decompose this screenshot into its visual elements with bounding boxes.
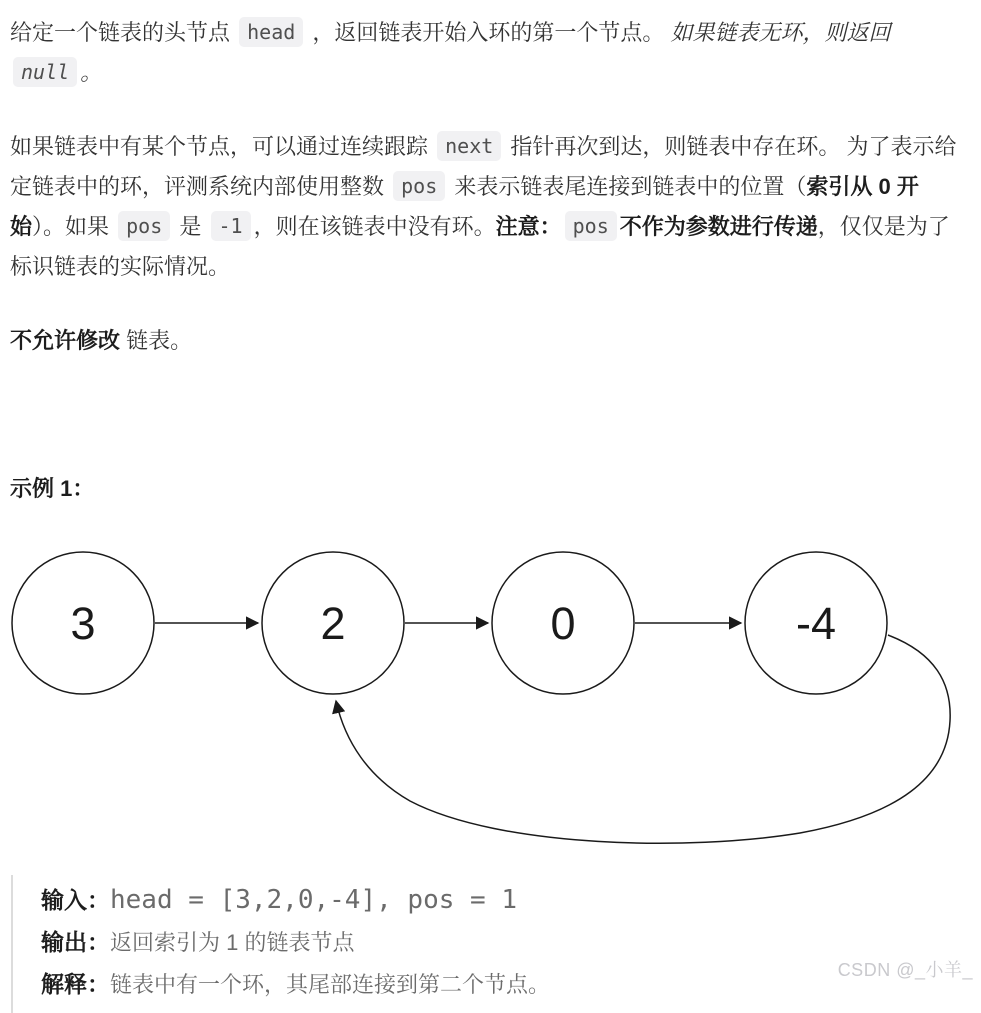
node-value: 3 xyxy=(70,598,96,649)
example-output-line xyxy=(41,923,957,965)
inline-code-head: head xyxy=(239,17,303,47)
output-value: 返回索引为 1 的链表节点 xyxy=(110,930,355,955)
explain-value: 链表中有一个环，其尾部连接到第二个节点。 xyxy=(110,972,551,997)
inline-code-next: next xyxy=(437,131,501,161)
desc-text: ，仅仅是为了标识链表的实际情况。 xyxy=(10,214,950,279)
statement-text: ，返回链表开始入环的第一个节点。 xyxy=(306,20,671,45)
linked-list-diagram xyxy=(0,543,981,863)
no-modify-paragraph xyxy=(10,321,957,361)
inline-code-neg1: -1 xyxy=(211,211,251,241)
desc-bold-note: 注意： xyxy=(495,214,562,239)
inline-code-null: null xyxy=(13,57,77,87)
example-heading: 示例 1： xyxy=(10,476,95,501)
desc-bold: 索引从 0 开始 xyxy=(10,174,919,239)
no-modify-bold: 不允许修改 xyxy=(10,328,121,353)
node-value: -4 xyxy=(795,598,837,649)
linked-list-svg xyxy=(0,543,981,863)
desc-text: 来表示链表尾连接到链表中的位置（ xyxy=(448,174,807,199)
desc-text: ，则在该链表中没有环。 xyxy=(253,214,496,239)
node-value: 0 xyxy=(550,598,576,649)
node-value: 2 xyxy=(320,598,346,649)
problem-statement-paragraph xyxy=(10,13,957,93)
inline-code-pos: pos xyxy=(565,211,617,241)
explain-label: 解释： xyxy=(41,971,110,997)
input-label: 输入： xyxy=(41,887,110,913)
example-heading-paragraph xyxy=(10,469,957,509)
inline-code-pos: pos xyxy=(393,171,445,201)
input-value: head = [3,2,0,-4], pos = 1 xyxy=(110,885,517,915)
example-input-line xyxy=(41,881,957,923)
statement-text: 给定一个链表的头节点 xyxy=(10,20,237,45)
output-label: 输出： xyxy=(41,929,110,955)
example-explain-line xyxy=(41,965,957,1007)
example-io-block xyxy=(11,875,957,1013)
cycle-description-paragraph xyxy=(10,127,957,287)
desc-bold: 不作为参数进行传递 xyxy=(619,214,818,239)
desc-text: 指针再次到达，则链表中存在环。 为了表示给定链表中的环，评测系统内部使用整数 xyxy=(10,134,957,199)
inline-code-pos: pos xyxy=(118,211,170,241)
desc-text: 如果链表中有某个节点，可以通过连续跟踪 xyxy=(10,134,435,159)
desc-text: 是 xyxy=(173,214,208,239)
statement-italic-text: 。 xyxy=(80,60,103,85)
spacer-paragraph xyxy=(10,395,957,435)
csdn-watermark: CSDN @_小羊_ xyxy=(837,960,973,980)
desc-text: ）。如果 xyxy=(32,214,116,239)
statement-italic-text: 如果链表无环，则返回 xyxy=(670,20,891,45)
no-modify-text: 链表。 xyxy=(120,328,193,353)
